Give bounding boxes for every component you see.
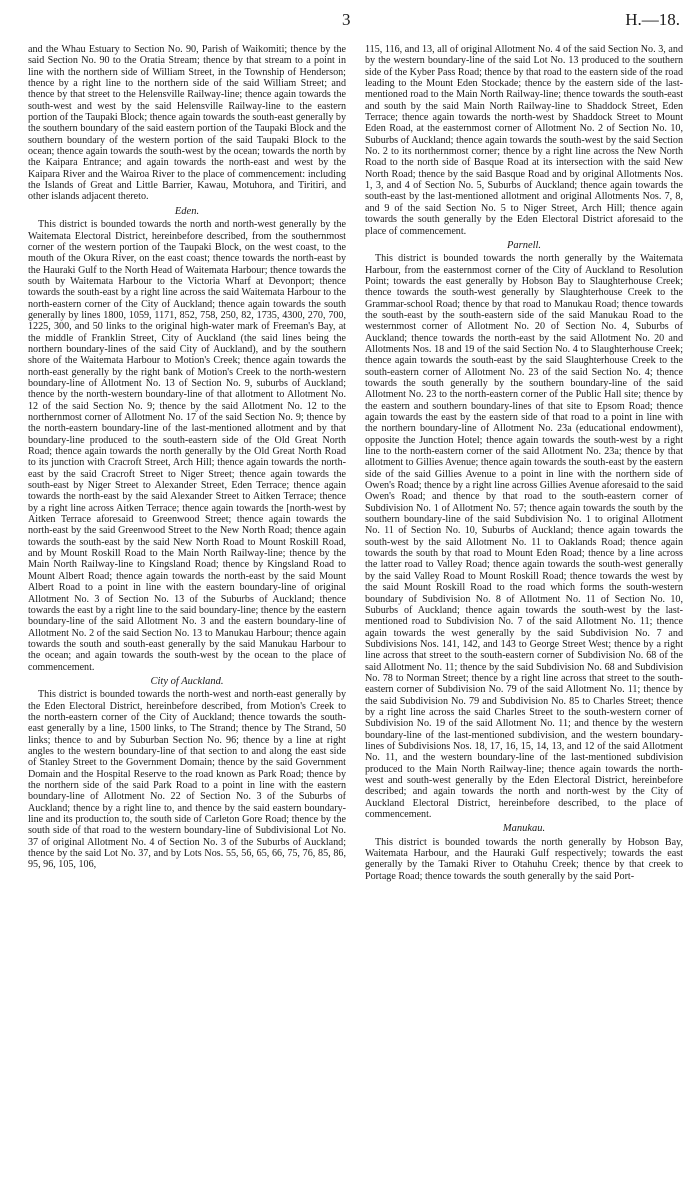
paragraph: and the Whau Estuary to Section No. 90, Parish of Waikomiti; thence by the said Section No. 90 to the Oratia Stream; thence by that stream to a point in line with the northern side of William Street, in the Township of Henderson; thence by a right line to the northern side of the said William Street; and thence by that street to the Helensville Railway-line; thence again towards the south-west and west by the said Helensville Railway-line to the eastern portion of the Taupaki Block; thence again towards the south-east generally by the southern boundary of the said eastern portion of the Taupaki Block and the southern boundary of the western portion of the said Taupaki Block to the ocean; thence again towards the south-west by the ocean; towards the north by the Kaipara Entrance; and again towards the north-east and west by the Kaipara River and the Wairoa River to the place of commencement: including the Islands of Great and Little Barrier, Kawau, Motuhora, and Tiritiri, and other islands adjacent thereto. [28,44,346,203]
section-heading: Parnell. [506,239,542,251]
paper-reference: H.—18. [625,10,680,29]
section-heading: Manukau. [502,823,546,835]
right-column [365,44,683,1194]
paragraph: This district is bounded towards the north and north-west generally by the Waitemata Electoral District, hereinbefore described, from the southernmost corner of the western portion of the Taupaki Block, on the west coast, to the mouth of the Okura River, on the east coast; thence towards the north-east by the Hauraki Gulf to the North Head of Waitemata Harbour; thence towards the south by Waitemata Harbour to the Victoria Wharf at Devonport; thence towards the south-east by a right line across the said Waitemata Harbour to the north-eastern corner of the City of Auckland; thence again towards the south generally by lines 1800, 1059, 1171, 852, 758, 250, 82, 1735, 4300, 270, 700, 1225, 300, and 50 links to the original high-water mark of Freeman's Bay, at the middle of Franklin Street, City of Auckland (the said lines being the northern boundary-lines of the said City of Auckland), and by the southern shore of the Waitemata Harbour to Motion's Creek; thence again towards the north-east generally by the right bank of Motion's Creek to the north-western boundary-line of Allotment No. 13 of Section No. 9, suburbs of Auckland; thence by the north-western boundary-line of that allotment to Allotment No. 12 of the said Section No. 9; thence by the said Allotment No. 12 to the northernmost corner of Allotment No. 17 of the said Section No. 9; thence by the north-eastern boundary-line of the last-mentioned allotment and by that boundary-line produced to the south-eastern side of the Old Great North Road; thence again towards the north generally by the Old Great North Road to its junction with Cracroft Street, Arch Hill; thence again towards the north-east by the said Cracroft Street to Niger Street; thence again towards the south-east by Niger Street to Alexander Street, Eden Terrace; thence again towards the north-east by the said Alexander Street to Aitken Terrace; thence by a right line across Aitken Terrace; thence again towards the [north-west by Aitken Terrace aforesaid to Greenwood Street; thence again towards the north-east by the said Greenwood Street to the New North Road; thence again towards the south-east by the said New North Road to Mount Roskill Road, and by Mount Roskill Road to the Main North Railway-line; thence by the Main North Railway-line to Kingsland Road; thence by Kingsland Road to Mount Albert Road; thence again towards the north-east by the said Mount Albert Road to a point in line with the eastern boundary-line of original Allotment No. 3 of Section No. 13 of the Suburbs of Auckland; thence towards the east by a right line to the said boundary-line; thence by the eastern boundary-line of the said Allotment No. 3 and the eastern boundary-line of Allotment No. 2 of the said Section No. 13 to Manukau Harbour; thence again towards the south and south-east generally by the said Manukau Harbour to the ocean; and again towards the south-west by the ocean to the place of commencement. [28,219,346,673]
paragraph: 115, 116, and 13, all of original Allotment No. 4 of the said Section No. 3, and by the western boundary-line of the said Lot No. 13 produced to the southern side of the Kyber Pass Road; thence by that road to the eastern side of the road leading to the Mount Eden Stockade; thence by the eastern side of the last-mentioned road to the Main North Railway-line; thence towards the south-east and south by the said Main North Railway-line to Shaddock Street, Eden Terrace; thence again towards the north-west by Shaddock Street to Mount Eden Road, at the easternmost corner of Allotment No. 2 of Section No. 10, Suburbs of Auckland; thence again towards the south-west by the said Section No. 2 to its northernmost corner; thence by a right line across the New North Road to the north side of Basque Road at its intersection with the said New North Road; thence by the said Basque Road and by original Allotments Nos. 1, 3, and 4 of Section No. 5, Suburbs of Auckland; thence again towards the south-east by the last-mentioned allotment and original Allotments Nos. 7, 8, and 9 of the said Section No. 5 to Niger Street, Arch Hill; thence again towards the south generally by the Eden Electoral District aforesaid to the place of commencement. [365,44,683,237]
paragraph: This district is bounded towards the north-west and north-east generally by the Eden Electoral District, hereinbefore described, from Motion's Creek to the north-eastern corner of the City of Auckland; thence towards the south-east generally by a line, 1500 links, to The Strand; thence by The Strand, 50 links; thence to and by Suburban Section No. 96; thence by a line at right angles to the western boundary-line of that section to and along the east side of Stanley Street to the Government Domain; thence by the said Government Domain and the Hospital Reserve to the road known as Park Road; thence by the northern side of the said Park Road to a point in line with the eastern boundary-line of Allotment No. 22 of Section No. 3 of the Suburbs of Auckland; thence by a right line to, and thence by the said eastern boundary-line and its production to, the south side of Carleton Gore Road; thence by the south side of that road to the western boundary-line of Subdivisional Lot No. 37 of original Allotment No. 4 of Section No. 3 of the Suburbs of Auckland; thence by the said Lot No. 37, and by Lots Nos. 55, 56, 65, 66, 75, 76, 85, 86, 95, 96, 105, 106, [28,689,346,871]
page-number: 3 [342,10,351,29]
section-heading: Eden. [174,205,200,217]
paragraph: This district is bounded towards the north generally by the Waitemata Harbour, from the easternmost corner of the City of Auckland to Resolution Point; towards the east generally by Hobson Bay to Slaughterhouse Creek; thence towards the south-west generally by Slaughterhouse Creek to the Grammar-school Road; thence by that road to Manukau Road; thence towards the south-east by the south-eastern side of the said Manukau Road to the westernmost corner of Allotment No. 20 of Section No. 4, Suburbs of Auckland; thence towards the north-east by the said Allotment No. 20 and Allotments Nos. 18 and 19 of the said Section No. 4 to Slaughterhouse Creek; thence again towards the south-east by the said Slaughterhouse Creek to the south-eastern corner of Allotment No. 23 of the said Section No. 4; thence towards the south generally by the southern boundary-line of the said Allotment No. 23 to the north-eastern corner of the Public Hall site; thence by the eastern and southern boundary-lines of that site to Epsom Road; thence again towards the east by the eastern side of that road to a point in line with the northern boundary-line of Allotment No. 23a (educational endowment), opposite the Junction Hotel; thence again towards the south-west by a right line to the north-eastern corner of the said Allotment No. 23a; thence by that allotment to Gillies Avenue; thence again towards the south-east by the eastern side of the said Gillies Avenue to a point in line with the northern side of Owen's Road; thence by a right line across Gillies Avenue aforesaid to the said Owen's Road; and thence by that road to the south-eastern corner of Subdivision No. 1 of Allotment No. 57; thence again towards the south by the southern boundary-line of the said Subdivision No. 1 to original Allotment No. 11 of Section No. 10, Suburbs of Auckland; thence again towards the south-west by the said Allotment No. 11 to Oaklands Road; thence again towards the south by that road to Mount Eden Road; thence by a line across the latter road to Valley Road; thence again towards the south-west generally by the said Valley Road to Mount Roskill Road; thence towards the west by the said Mount Roskill Road to the road which forms the south-western boundary of Subdivision No. 8 of Allotment No. 11 of Section No. 10, Suburbs of Auckland; thence again towards the south-west by the last-mentioned road to Subdivision No. 7 of the said Allotment No. 11; thence again towards the west generally by the said Subdivision No. 7 and Subdivisions Nos. 141, 142, and 143 to George Street West; thence by a right line across that street to the south-eastern corner of Subdivision No. 68 of the said Allotment No. 11; thence by the said Subdivision No. 68 and Subdivision No. 78 to Norman Street; thence by a right line across that street to the south-eastern corner of Subdivision No. 79 of the said Allotment No. 11; thence by the said Subdivision No. 79 and Subdivision No. 85 to Charles Street; thence by a right line across the said Charles Street to the south-western corner of Subdivision No. 19 of the said Allotment No. 11; and thence by the western boundary-line of the last-mentioned subdivision, and the western boundary-lines of Subdivisions Nos. 18, 17, 16, 15, 14, 13, and 12 of the said Allotment No. 11, and the western boundary-line of the last-mentioned subdivision produced to the Main North Railway-line; thence again towards the north-west and south-west generally by the Eden Electoral District, hereinbefore described; and again towards the north and north-west by the City of Auckland Electoral District, hereinbefore described, to the place of commencement. [365,253,683,821]
paragraph: This district is bounded towards the north generally by Hobson Bay, Waitemata Harbour, and the Hauraki Gulf respectively; towards the east generally by the Tamaki River to Otahuhu Creek; thence by that creek to Portage Road; thence towards the south generally by the said Port- [365,836,683,882]
section-heading: City of Auckland. [150,675,224,687]
page-header [0,8,700,30]
left-column [28,44,346,1194]
